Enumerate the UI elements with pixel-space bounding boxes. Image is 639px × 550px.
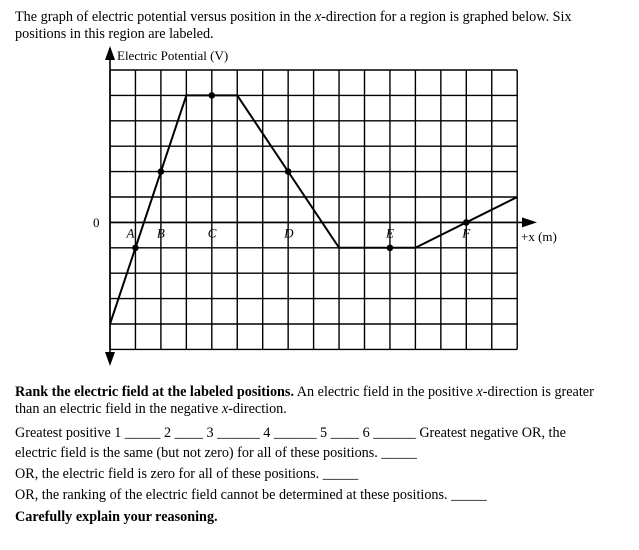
question-x: x xyxy=(476,384,483,400)
y-axis-down-arrow-icon xyxy=(105,352,115,366)
intro-line-2: positions in this region are labeled. xyxy=(15,26,214,42)
origin-label: 0 xyxy=(93,215,100,230)
point-A xyxy=(132,245,139,252)
point-label-F: F xyxy=(462,225,471,241)
x-axis-arrow-icon xyxy=(522,217,537,227)
same-option[interactable]: electric field is the same (but not zero) for all of these positions. _____ xyxy=(15,445,417,461)
intro-x: x xyxy=(314,9,322,25)
question-text: than an electric field in the negative xyxy=(15,401,222,417)
explain-prompt: Carefully explain your reasoning. xyxy=(15,509,218,525)
point-B xyxy=(158,168,165,175)
point-label-E: E xyxy=(385,225,394,241)
question-line-2 xyxy=(15,401,287,417)
question-text: An electric field in the positive xyxy=(294,384,477,400)
point-C xyxy=(209,92,216,99)
point-label-B: B xyxy=(156,225,165,241)
intro-text: -direction for a region is graphed below. Six xyxy=(321,9,572,25)
question-text: -direction is greater xyxy=(482,384,594,400)
x-axis-label: +x (m) xyxy=(521,229,557,244)
question-heading: Rank the electric field at the labeled positions. xyxy=(15,384,294,400)
point-label-C: C xyxy=(207,225,217,241)
y-axis-up-arrow-icon xyxy=(105,46,115,60)
point-D xyxy=(285,168,292,175)
point-label-D: D xyxy=(284,225,294,241)
question-text: -direction. xyxy=(228,401,287,417)
question-x: x xyxy=(221,401,229,417)
question-line-1 xyxy=(15,384,594,400)
point-E xyxy=(387,245,394,252)
y-axis-label: Electric Potential (V) xyxy=(117,48,229,63)
ranking-line[interactable]: Greatest positive 1 _____ 2 ____ 3 ______ 4 ______ 5 ____ 6 ______ Greatest negative OR, the xyxy=(15,425,566,441)
undetermined-option[interactable]: OR, the ranking of the electric field cannot be determined at these positions. _____ xyxy=(15,487,487,503)
point-label-A: A xyxy=(126,225,135,241)
zero-option[interactable]: OR, the electric field is zero for all of these positions. _____ xyxy=(15,466,359,482)
intro-text: The graph of electric potential versus position in the xyxy=(15,9,315,25)
